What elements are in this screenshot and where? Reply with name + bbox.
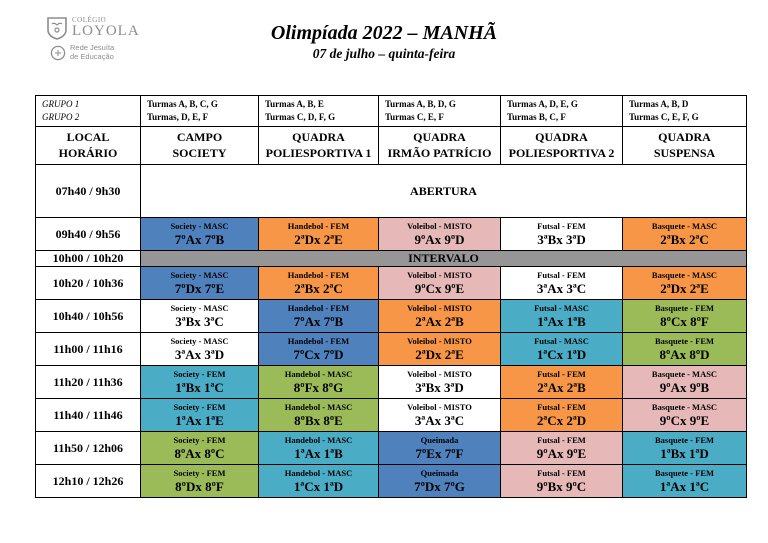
turmas-grupo2: Turmas, D, E, F [147, 112, 209, 122]
sport-label: Voleibol - MISTO [407, 269, 472, 280]
venue-name: QUADRA [658, 129, 711, 144]
teams-label: 3ªAx 3ªC [536, 280, 587, 296]
teams-label: 8ºDx 8ºF [175, 478, 224, 494]
turmas-cell-irmao-patricio [379, 96, 501, 127]
teams-label: 2ªDx 2ªE [415, 346, 464, 362]
teams-label: 1ªBx 1ªD [660, 445, 709, 461]
venue-name: QUADRA [413, 129, 466, 144]
venue-campo-society [141, 127, 259, 165]
sport-label: Basquete - FEM [654, 467, 715, 478]
venue-poliesportiva2 [501, 127, 623, 165]
game-cell [259, 366, 379, 399]
sport-label: Futsal - FEM [537, 368, 586, 379]
teams-label: 7ºAx 7ºB [293, 313, 344, 329]
game-cell [259, 399, 379, 432]
sport-label: Futsal - FEM [537, 269, 586, 280]
sport-label: Society - FEM [173, 401, 226, 412]
teams-label: 3ªAx 3ªD [174, 346, 225, 362]
sport-label: Handebol - MASC [284, 368, 353, 379]
group-header-row [36, 96, 747, 127]
game-cell [623, 267, 747, 300]
sport-label: Futsal - MASC [534, 302, 589, 313]
sport-label: Handebol - MASC [284, 401, 353, 412]
venue-name: QUADRA [535, 129, 588, 144]
game-cell [141, 399, 259, 432]
game-cell [501, 333, 623, 366]
sport-label: Handebol - FEM [287, 269, 350, 280]
horario-label: HORÁRIO [58, 145, 118, 160]
time-slot: 09h40 / 9h56 [36, 218, 141, 251]
game-cell [623, 432, 747, 465]
game-cell [259, 218, 379, 251]
game-cell [501, 465, 623, 498]
turmas-cell-poliesportiva1 [259, 96, 379, 127]
sport-label: Voleibol - MISTO [407, 302, 472, 313]
sport-label: Society - MASC [170, 269, 229, 280]
sport-label: Society - MASC [170, 335, 229, 346]
turmas-grupo1: Turmas A, D, E, G [507, 99, 578, 110]
time-slot: 12h10 / 12h26 [36, 465, 141, 498]
game-cell [259, 300, 379, 333]
game-cell [141, 366, 259, 399]
sport-label: Handebol - FEM [287, 335, 350, 346]
sport-label: Handebol - MASC [284, 467, 353, 478]
sport-label: Handebol - MASC [284, 434, 353, 445]
turmas-cell-suspensa [623, 96, 747, 127]
game-cell [623, 366, 747, 399]
abertura-cell: ABERTURA [141, 165, 747, 218]
sport-label: Queimada [420, 434, 459, 445]
time-slot: 07h40 / 9h30 [36, 165, 141, 218]
teams-label: 2ªAx 2ªB [415, 313, 464, 329]
game-cell [259, 333, 379, 366]
schedule-row [36, 366, 747, 399]
sport-label: Futsal - FEM [537, 401, 586, 412]
schedule-row [36, 267, 747, 300]
schedule-row [36, 399, 747, 432]
turmas-grupo2: Turmas C, E, F [385, 112, 444, 122]
sport-label: Handebol - FEM [287, 302, 350, 313]
game-cell [379, 399, 501, 432]
game-cell [623, 465, 747, 498]
network-line2: de Educação [70, 51, 114, 61]
sport-label: Futsal - FEM [537, 467, 586, 478]
schedule-row [36, 165, 747, 218]
sport-label: Futsal - MASC [534, 335, 589, 346]
venue-name: POLIESPORTIVA 2 [508, 145, 615, 160]
game-cell [379, 333, 501, 366]
game-cell [501, 366, 623, 399]
game-cell [379, 267, 501, 300]
time-slot: 11h40 / 11h46 [36, 399, 141, 432]
game-cell [379, 300, 501, 333]
teams-label: 1ªAx 1ªC [659, 478, 710, 494]
venue-name: SUSPENSA [653, 145, 716, 160]
teams-label: 2ªDx 2ªE [294, 231, 343, 247]
sport-label: Voleibol - MISTO [407, 220, 472, 231]
teams-label: 3ªAx 3ªC [414, 412, 465, 428]
time-slot: 10h00 / 10h20 [36, 251, 141, 267]
game-cell [379, 432, 501, 465]
network-line1: Rede Jesuíta [70, 43, 115, 52]
turmas-grupo2: Turmas C, E, F, G [629, 112, 699, 122]
turmas-grupo2: Turmas C, D, F, G [265, 112, 336, 122]
sport-label: Basquete - MASC [651, 368, 718, 379]
game-cell [259, 267, 379, 300]
teams-label: 9ºCx 9ºE [414, 280, 465, 296]
teams-label: 9ºCx 9ºE [659, 412, 710, 428]
venue-name: QUADRA [292, 129, 345, 144]
teams-label: 7ºCx 7ºD [293, 346, 344, 362]
teams-label: 2ªCx 2ªD [536, 412, 587, 428]
schedule-row [36, 251, 747, 267]
sport-label: Basquete - MASC [651, 269, 718, 280]
schedule-row [36, 333, 747, 366]
turmas-grupo2: Turmas B, C, F [507, 112, 566, 122]
game-cell [141, 333, 259, 366]
schedule-row [36, 432, 747, 465]
sport-label: Voleibol - MISTO [407, 368, 472, 379]
game-cell [623, 399, 747, 432]
game-cell [501, 267, 623, 300]
teams-label: 1ªAx 1ªE [175, 412, 224, 428]
game-cell [141, 267, 259, 300]
venue-name: IRMÃO PATRÍCIO [387, 145, 492, 160]
teams-label: 2ªBx 2ªC [294, 280, 343, 296]
teams-label: 3ªBx 3ªC [175, 313, 224, 329]
turmas-grupo1: Turmas A, B, D, G [385, 99, 456, 110]
local-horario-header [36, 127, 141, 165]
time-slot: 11h50 / 12h06 [36, 432, 141, 465]
teams-label: 7ºEx 7ºF [415, 445, 464, 461]
sport-label: Society - FEM [173, 368, 226, 379]
teams-label: 9ºAx 9ºD [414, 231, 465, 247]
sport-label: Queimada [420, 467, 459, 478]
game-cell [501, 399, 623, 432]
teams-label: 9ºAx 9ºE [536, 445, 587, 461]
teams-label: 9ºAx 9ºB [659, 379, 710, 395]
grupo1-label: GRUPO 1 [42, 99, 80, 110]
turmas-grupo1: Turmas A, B, D [629, 99, 689, 110]
teams-label: 2ªBx 2ªC [660, 231, 709, 247]
turmas-grupo1: Turmas A, B, C, G [147, 99, 218, 110]
sport-label: Society - FEM [173, 434, 226, 445]
title-block [0, 22, 768, 62]
teams-label: 2ªDx 2ªE [660, 280, 709, 296]
teams-label: 3ªBx 3ªD [537, 231, 586, 247]
game-cell [141, 432, 259, 465]
teams-label: 1ªCx 1ªD [536, 346, 587, 362]
teams-label: 8ºBx 8ºE [294, 412, 343, 428]
game-cell [501, 218, 623, 251]
local-label: LOCAL [66, 129, 110, 144]
group-labels-cell [36, 96, 141, 127]
sport-label: Basquete - MASC [651, 401, 718, 412]
sport-label: Basquete - FEM [654, 302, 715, 313]
teams-label: 8ºAx 8ºC [174, 445, 225, 461]
venue-name: SOCIETY [172, 145, 227, 160]
venue-name: CAMPO [176, 129, 223, 144]
schedule-body [36, 96, 747, 498]
teams-label: 1ªCx 1ªD [293, 478, 344, 494]
teams-label: 8ºCx 8ºF [660, 313, 709, 329]
teams-label: 9ºBx 9ºC [536, 478, 587, 494]
venue-irmao-patricio [379, 127, 501, 165]
teams-label: 1ªBx 1ªC [175, 379, 224, 395]
schedule-row [36, 218, 747, 251]
sport-label: Basquete - FEM [654, 434, 715, 445]
game-cell [141, 218, 259, 251]
teams-label: 7ºDx 7ºG [414, 478, 465, 494]
game-cell [259, 432, 379, 465]
sport-label: Society - MASC [170, 302, 229, 313]
time-slot: 10h20 / 10h36 [36, 267, 141, 300]
schedule-row [36, 300, 747, 333]
time-slot: 11h00 / 11h16 [36, 333, 141, 366]
sport-label: Futsal - FEM [537, 434, 586, 445]
logo-loyola-text: LOYOLA [72, 23, 140, 39]
sport-label: Basquete - MASC [651, 220, 718, 231]
teams-label: 8ºFx 8ºG [293, 379, 344, 395]
teams-label: 2ªAx 2ªB [537, 379, 586, 395]
game-cell [379, 366, 501, 399]
game-cell [623, 300, 747, 333]
sport-label: Voleibol - MISTO [407, 335, 472, 346]
intervalo-cell: INTERVALO [141, 251, 747, 267]
sport-label: Voleibol - MISTO [407, 401, 472, 412]
turmas-cell-poliesportiva2 [501, 96, 623, 127]
venue-poliesportiva1 [259, 127, 379, 165]
time-slot: 10h40 / 10h56 [36, 300, 141, 333]
page-title: Olimpíada 2022 – MANHÃ [270, 22, 498, 44]
time-slot: 11h20 / 11h36 [36, 366, 141, 399]
sport-label: Society - FEM [173, 467, 226, 478]
venue-header-row [36, 127, 747, 165]
grupo2-label: GRUPO 2 [42, 112, 80, 122]
teams-label: 7ºDx 7ºE [174, 280, 225, 296]
game-cell [623, 218, 747, 251]
game-cell [141, 300, 259, 333]
venue-suspensa [623, 127, 747, 165]
schedule-table [35, 95, 747, 498]
sport-label: Handebol - FEM [287, 220, 350, 231]
game-cell [141, 465, 259, 498]
teams-label: 3ªBx 3ªD [415, 379, 464, 395]
game-cell [259, 465, 379, 498]
game-cell [379, 218, 501, 251]
page-subtitle: 07 de julho – quinta-feira [312, 46, 456, 61]
turmas-grupo1: Turmas A, B, E [265, 99, 324, 110]
turmas-cell-campo-society [141, 96, 259, 127]
teams-label: 1ªAx 1ªB [294, 445, 343, 461]
sport-label: Futsal - FEM [537, 220, 586, 231]
logo-colegio-text: COLÉGIO [72, 16, 107, 24]
venue-name: POLIESPORTIVA 1 [265, 145, 372, 160]
sport-label: Society - MASC [170, 220, 229, 231]
teams-label: 7ºAx 7ºB [174, 231, 225, 247]
game-cell [623, 333, 747, 366]
sport-label: Basquete - FEM [654, 335, 715, 346]
teams-label: 8ºAx 8ºD [659, 346, 710, 362]
game-cell [501, 300, 623, 333]
game-cell [379, 465, 501, 498]
game-cell [501, 432, 623, 465]
schedule-row [36, 465, 747, 498]
teams-label: 1ªAx 1ªB [537, 313, 586, 329]
